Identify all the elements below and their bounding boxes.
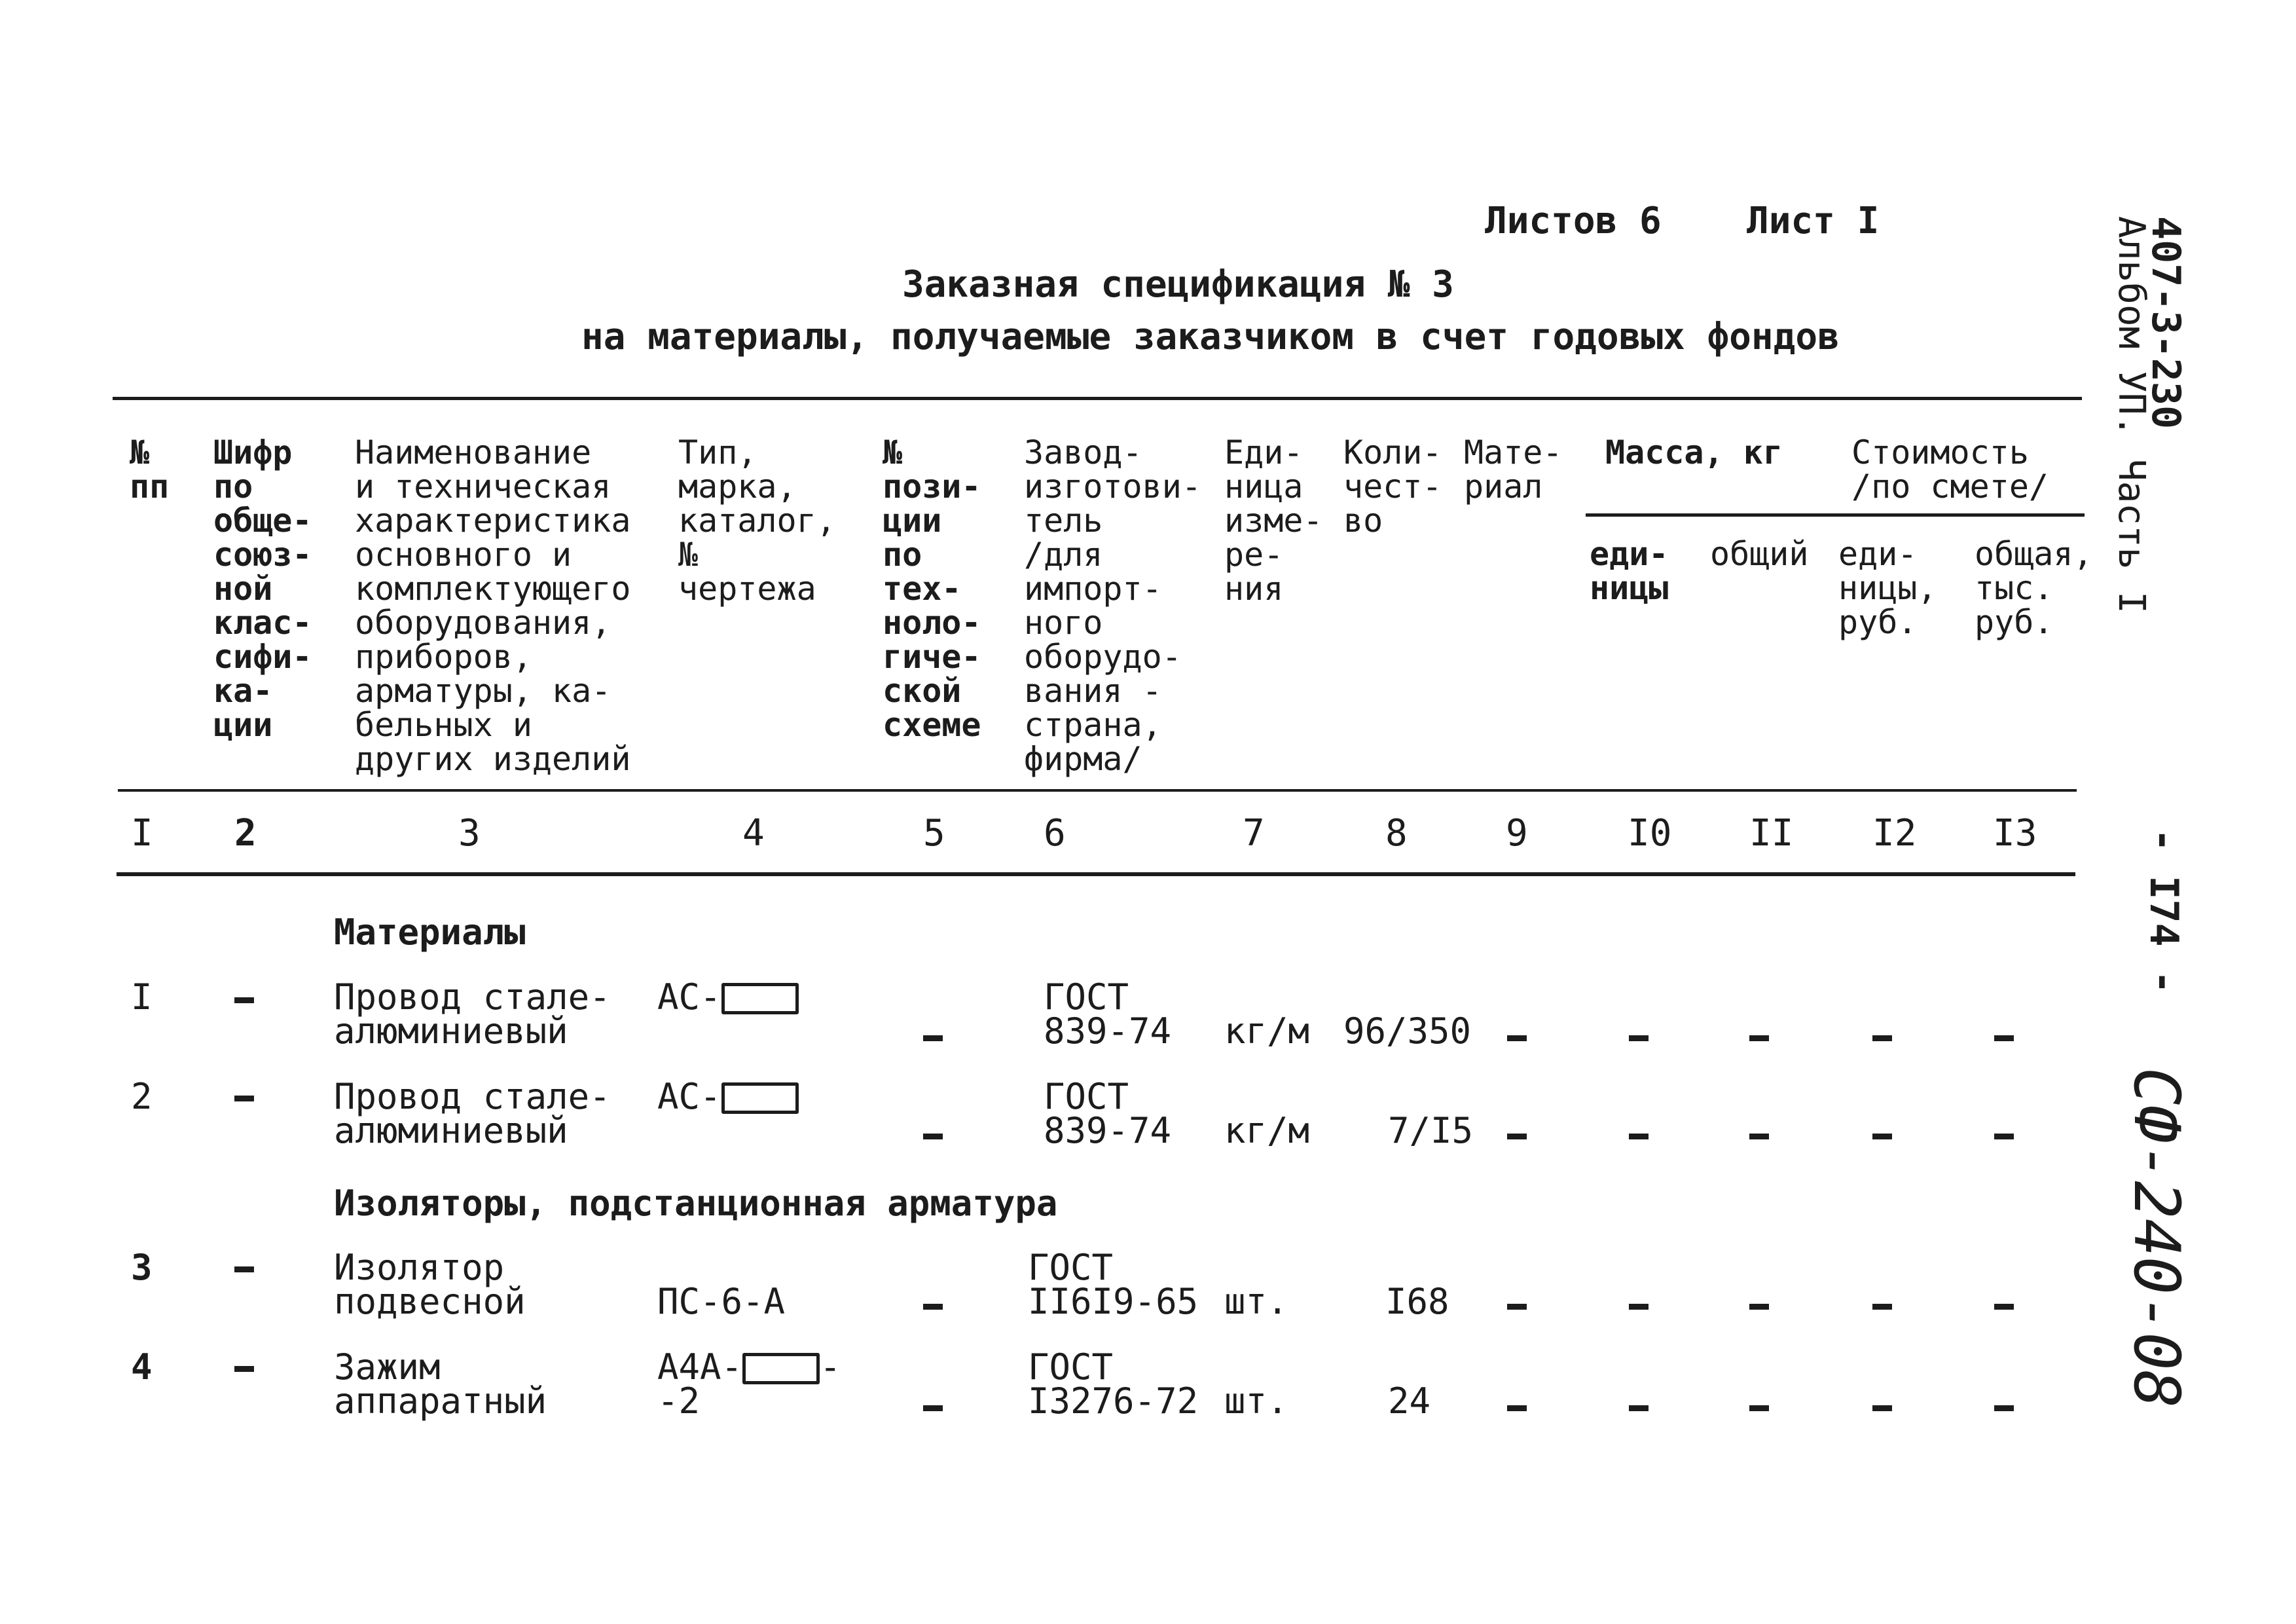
col-header-number: № пп	[130, 434, 170, 506]
project-code: 407-3-230	[2143, 216, 2189, 430]
col-header-cost-unit: еди- ницы, руб.	[1838, 535, 1937, 641]
section-heading-insulators: Изоляторы, подстанционная арматура	[334, 1183, 1058, 1224]
row-3-manufacturer: ГОСТ II6I9-65	[1028, 1247, 1199, 1322]
column-number: 5	[923, 812, 945, 855]
row-2-type	[657, 1076, 799, 1117]
row-1-quantity: 96/350	[1343, 1010, 1472, 1052]
row-1-manufacturer: ГОСТ 839-74	[1044, 976, 1172, 1052]
row-1-type-blank-box	[721, 983, 799, 1014]
row-4-cost-total-dash	[1994, 1405, 2014, 1411]
row-3-mass-unit-dash	[1629, 1304, 1649, 1310]
row-1-classifier-dash	[234, 997, 254, 1003]
document-subtitle: на материалы, получаемые заказчиком в счет годовых фондов	[581, 316, 1840, 358]
column-number: 3	[458, 812, 481, 855]
row-2-quantity: 7/I5	[1388, 1110, 1474, 1151]
column-number: I3	[1993, 812, 2037, 855]
column-number: 7	[1243, 812, 1265, 855]
col-header-type: Тип, марка, каталог, № чертежа	[678, 434, 836, 608]
col-header-position: № пози- ции по тех- ноло- гиче- ской схеме	[883, 434, 981, 744]
row-2-position-dash	[923, 1134, 943, 1139]
row-2-unit: кг/м	[1224, 1110, 1310, 1151]
page-number: - I74 -	[2141, 828, 2187, 994]
sheets-total: Листов 6	[1485, 200, 1662, 242]
row-2-material-dash	[1507, 1134, 1527, 1139]
row-4-name: Зажим аппаратный	[334, 1346, 547, 1422]
row-3-cost-total-dash	[1994, 1304, 2014, 1310]
row-2-type-prefix: АС-	[657, 1076, 721, 1117]
row-2-classifier-dash	[234, 1096, 254, 1101]
column-number: 6	[1044, 812, 1066, 855]
mass-cost-subheader-rule	[1586, 513, 2085, 517]
col-header-mass-total: общий	[1710, 535, 1809, 573]
header-bottom-rule	[118, 789, 2077, 792]
row-3-mass-total-dash	[1749, 1304, 1769, 1310]
row-3-number: 3	[131, 1247, 153, 1288]
row-2-type-blank-box	[721, 1082, 799, 1114]
row-1-number: I	[131, 976, 153, 1018]
row-4-type	[657, 1346, 841, 1388]
row-1-name: Провод стале- алюминиевый	[334, 976, 611, 1052]
row-3-position-dash	[923, 1304, 943, 1310]
album-part: Альбом УП. Часть I	[2110, 216, 2153, 614]
row-3-name: Изолятор подвесной	[334, 1247, 526, 1322]
col-header-manufacturer: Завод- изготови- тель /для импорт- ного оборудо- вания - страна, фирма/	[1024, 434, 1201, 778]
col-header-cost: Стоимость /по смете/	[1851, 434, 2049, 506]
row-2-mass-total-dash	[1749, 1134, 1769, 1139]
col-header-mass: Масса, кг	[1605, 434, 1783, 471]
column-number: 8	[1385, 812, 1408, 855]
row-4-type-prefix: А4А-	[657, 1346, 743, 1388]
col-header-cost-total: общая, тыс. руб.	[1975, 535, 2093, 641]
row-1-type	[657, 976, 799, 1018]
column-number: 9	[1506, 812, 1528, 855]
sheet-current: Лист I	[1747, 200, 1880, 242]
row-4-material-dash	[1507, 1405, 1527, 1411]
row-2-manufacturer: ГОСТ 839-74	[1044, 1076, 1172, 1151]
row-1-mass-unit-dash	[1629, 1035, 1649, 1041]
row-4-manufacturer: ГОСТ I3276-72	[1028, 1346, 1199, 1422]
row-4-type-line2: -2	[657, 1380, 701, 1422]
column-number: I0	[1628, 812, 1672, 855]
row-2-cost-total-dash	[1994, 1134, 2014, 1139]
row-3-classifier-dash	[234, 1266, 254, 1272]
column-number: II	[1749, 812, 1794, 855]
col-header-unit: Еди- ница изме- ре- ния	[1224, 434, 1323, 608]
row-1-material-dash	[1507, 1035, 1527, 1041]
document-title: Заказная спецификация № 3	[902, 263, 1454, 306]
col-header-classifier-code: Шифр по обще- союз- ной клас- сифи- ка- ции	[213, 434, 312, 744]
row-2-cost-unit-dash	[1872, 1134, 1892, 1139]
row-1-cost-total-dash	[1994, 1035, 2014, 1041]
row-4-mass-total-dash	[1749, 1405, 1769, 1411]
row-2-mass-unit-dash	[1629, 1134, 1649, 1139]
row-3-unit: шт.	[1224, 1281, 1288, 1322]
row-4-quantity: 24	[1388, 1380, 1431, 1422]
row-4-classifier-dash	[234, 1366, 254, 1372]
row-2-number: 2	[131, 1076, 153, 1117]
row-4-cost-unit-dash	[1872, 1405, 1892, 1411]
row-1-cost-unit-dash	[1872, 1035, 1892, 1041]
row-1-position-dash	[923, 1035, 943, 1041]
row-3-material-dash	[1507, 1304, 1527, 1310]
section-heading-materials: Материалы	[334, 912, 526, 953]
col-header-mass-unit: еди- ницы	[1590, 535, 1669, 607]
column-number: 4	[742, 812, 765, 855]
column-number: I	[131, 812, 153, 855]
col-header-material: Мате- риал	[1464, 434, 1563, 506]
row-4-type-blank-box	[742, 1353, 820, 1384]
row-1-type-prefix: АС-	[657, 976, 721, 1018]
col-header-quantity: Коли- чест- во	[1343, 434, 1442, 540]
document-code: СФ-240-08	[2120, 1067, 2193, 1409]
row-4-position-dash	[923, 1405, 943, 1411]
row-4-number: 4	[131, 1346, 153, 1388]
column-number: 2	[234, 812, 257, 855]
row-3-cost-unit-dash	[1872, 1304, 1892, 1310]
col-header-name: Наименование и техническая характеристика основного и комплектующего оборудования, приборов, арматуры, ка- бельных и других изделий	[355, 434, 631, 778]
column-number: I2	[1872, 812, 1917, 855]
row-1-unit: кг/м	[1224, 1010, 1310, 1052]
row-3-quantity: I68	[1385, 1281, 1449, 1322]
row-1-mass-total-dash	[1749, 1035, 1769, 1041]
row-4-unit: шт.	[1224, 1380, 1288, 1422]
row-4-mass-unit-dash	[1629, 1405, 1649, 1411]
row-3-type: ПС-6-А	[657, 1281, 786, 1322]
row-4-type-suffix: -	[820, 1346, 841, 1388]
column-numbers-rule	[117, 872, 2075, 876]
row-2-name: Провод стале- алюминиевый	[334, 1076, 611, 1151]
table-top-rule	[113, 397, 2082, 400]
